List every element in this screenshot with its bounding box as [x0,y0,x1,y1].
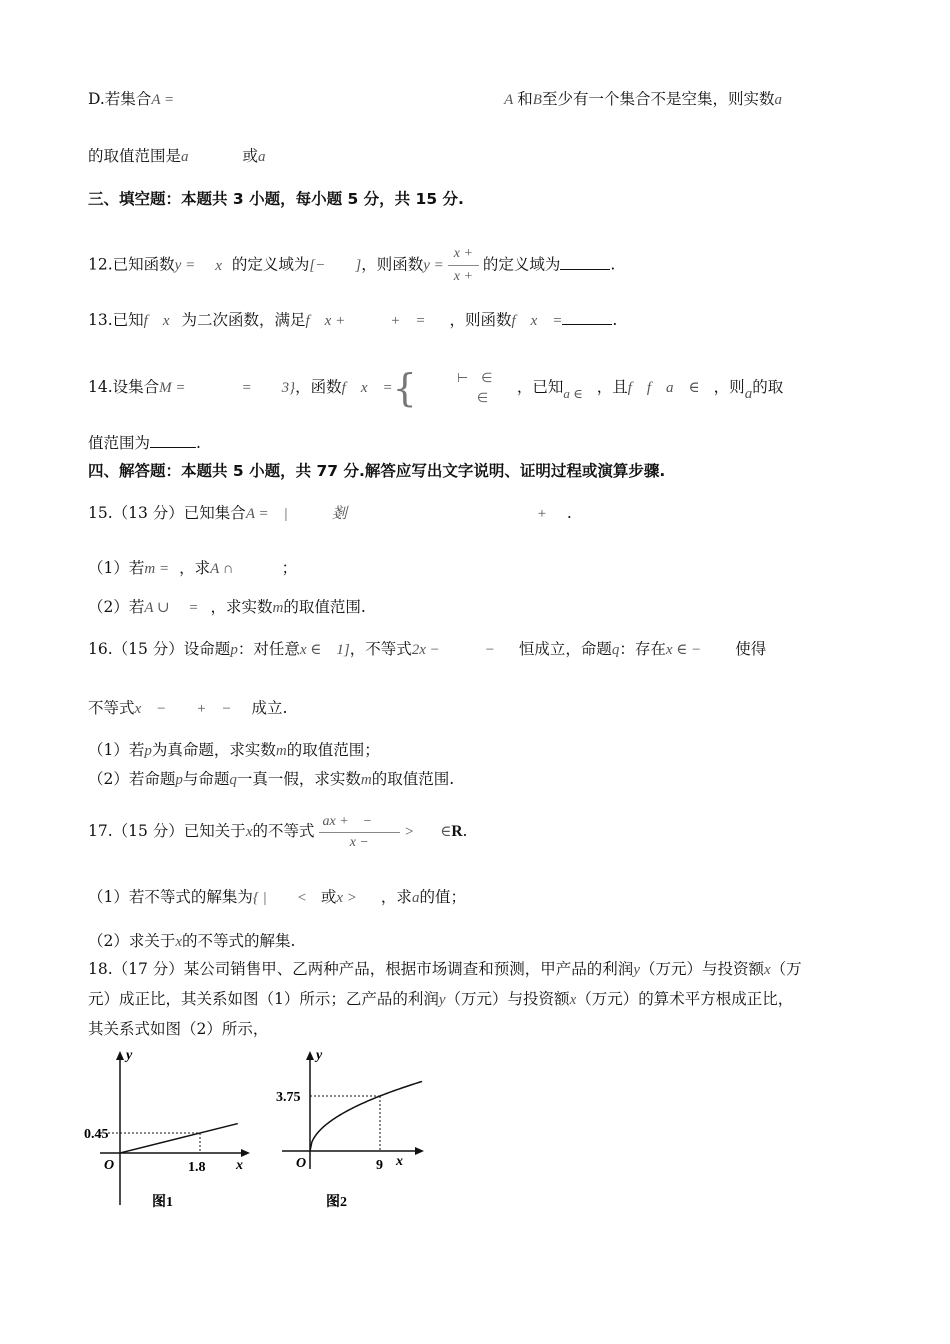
q14-case1: ⊢ ∈ [456,370,493,385]
set-b-symbol: B [532,92,542,108]
question-14-line2 [88,432,201,454]
q17-frac-num: ax + − [319,812,401,833]
q17-p1-set: { | < [252,890,307,906]
q12-label: 12.已知函数 [88,255,175,274]
q18-x: x [764,962,771,978]
q18-text1: 18.（17 分）某公司销售甲、乙两种产品，根据市场调查和预测，甲产品的利润 [88,960,634,978]
q17-gt: > [404,824,415,840]
question-16-line2 [88,697,287,720]
q16-text5: 使得 [735,640,767,658]
option-d-label: D.若集合 [88,90,152,108]
question-17 [88,808,467,855]
q13-text1: 为二次函数，满足 [181,311,306,329]
fig1-y-label: y [126,1048,133,1063]
q12-frac-num: x + [448,243,479,266]
q18-unit1: （万元）与投资额 [639,960,764,978]
q14-brace: { [392,366,417,410]
q14-cases [417,368,517,408]
q15-end: . [566,504,572,522]
question-13 [88,309,617,332]
range-prefix: 的取值范围是 [88,147,182,165]
q16-p2-label: （2）若命题 [88,770,176,788]
q17-text1: 的不等式 [252,822,315,840]
set-a-expr: A = [151,92,175,108]
fig2-origin: O [296,1156,307,1171]
q16-p1-m: m [275,743,287,759]
q12-func2: y = [423,257,444,274]
q17-fraction [319,812,401,853]
q16-text2: ，不等式 [349,640,412,658]
fig1-series-line [120,1124,238,1153]
question-16 [88,638,766,661]
q15-p2-m: m [272,600,284,616]
fig2-x-label: x [396,1154,403,1169]
q16-p2-text2: 一真一假，求实数 [236,770,361,788]
fig1-x-tick: 1.8 [188,1160,206,1175]
q17-in: ∈ [440,824,452,840]
q15-p2-label: （2）若 [88,598,145,616]
q18-unit2: （万 [770,960,802,978]
q16-p1-end: 的取值范围； [286,741,380,759]
q15-garbled: 剗 [331,506,347,522]
q15-p1-m: m = [144,561,170,577]
q15-p1-expr: A ∩ [210,561,234,577]
q18-y2: y [438,992,446,1008]
or-text: 或 [242,147,259,165]
q18-text2b: （万元）与投资额 [445,990,570,1008]
q15-p1-text: ，求 [179,559,211,577]
q14-a: a [744,386,753,402]
q15-set-a: A = | [245,506,288,522]
q16-p1-p: p [144,743,152,759]
question-15-part2 [88,596,366,619]
figure-1-chart [80,1045,260,1220]
q15-p2-end: 的取值范围. [283,598,366,616]
q14-text5: 的取 [752,378,784,396]
q16-p2-end: 的取值范围. [371,770,455,788]
variable-a: a [774,92,782,108]
fig1-x-arrow [241,1149,250,1157]
question-17-part2 [88,930,295,953]
fig1-origin: O [104,1158,115,1173]
q14-range-text: 值范围为 [88,434,151,452]
q18-text3: 其关系式如图（2）所示， [88,1020,269,1038]
fig1-y-tick: 0.45 [84,1127,109,1142]
q14-text4: ，则 [713,378,745,396]
q17-p1-x: x > [336,890,357,906]
q13-fx: f x [143,313,170,329]
fig2-y-arrow [306,1051,314,1060]
q16-ineq2: x − + − [134,701,232,717]
question-18-line3 [88,1018,268,1040]
q15-p2-text: ，求实数 [210,598,273,616]
fig2-series-curve [310,1081,422,1151]
fig2-y-tick: 3.75 [276,1090,301,1105]
q14-set-m: M = [159,380,186,396]
figure-2-chart [270,1045,435,1220]
q16-ineq: 2x − − [411,642,495,658]
q16-p2-q: q [229,772,237,788]
fig2-caption: 图2 [326,1195,347,1210]
q14-a-in: a ∈ [563,386,583,401]
q17-label: 17.（15 分）已知关于 [88,822,246,840]
q16-p1-text: 为真命题，求实数 [151,741,276,759]
q15-plus: + [536,506,547,522]
q14-text2: ，已知 [516,378,564,396]
q18-text2c: （万元）的算术平方根成正比， [576,990,794,1008]
q16-p2-m: m [360,772,372,788]
q14-set-tail: = 3} [241,380,296,396]
q18-text2a: 元）成正比，其关系如图（1）所示；乙产品的利润 [88,990,439,1008]
option-d-condition: 至少有一个集合不是空集，则实数 [541,90,775,108]
q14-text1: ，函数 [295,378,342,396]
fig1-caption: 图1 [152,1195,173,1210]
q14-answer-blank [150,433,196,448]
and-text: 和 [517,90,533,108]
q15-p1-end: ； [281,559,298,577]
q14-text3: ，且 [596,378,628,396]
section-4-title: 四、解答题：本题共 5 小题，共 77 分.解答应写出文字说明、证明过程或演算步骤. [88,462,666,480]
q16-text4: ：存在 [619,640,666,658]
q16-q: q [611,642,620,658]
q12-tail: 的定义域为 [482,255,561,274]
question-12: 12.已知函数y = x 的定义域为[− ]，则函数y = $\frac{x +}{x +}$ 的定义域为 . [88,243,615,288]
q12-func1: y = [174,257,196,274]
q17-frac-den: x − [349,834,369,850]
q12-domain-text: 的定义域为 [231,255,310,274]
q16-line2-prefix: 不等式 [88,699,135,717]
fig1-x-label: x [236,1158,243,1173]
q12-frac-den: x + [453,269,473,284]
q17-end: . [462,822,468,840]
question-18-line2 [88,988,793,1011]
q14-end: . [196,434,201,452]
q16-p: p [230,642,238,658]
q13-answer-blank [562,310,612,325]
q13-text2: ，则函数 [449,311,512,329]
q12-end: . [610,255,616,274]
q18-x2: x [569,992,577,1008]
q17-x: x [245,824,253,840]
q16-line2-end: 成立. [251,699,288,717]
q17-p2-end: 的不等式的解集. [182,932,296,950]
q16-label: 16.（15 分）设命题 [88,640,231,658]
question-16-part2 [88,768,454,791]
q16-p2-text1: 与命题 [182,770,230,788]
q17-real-set: R [451,823,463,840]
q17-p1-text: ，求 [380,888,412,906]
q12-interval: [− ] [309,257,362,274]
q17-p1-label: （1）若不等式的解集为 [88,888,253,906]
q13-end: . [612,311,618,329]
q12-fraction [448,243,479,288]
question-16-part1 [88,739,380,762]
q16-text3: 恒成立，命题 [518,640,612,658]
q16-p1-label: （1）若 [88,741,145,759]
section-3-title: 三、填空题：本题共 3 小题，每小题 5 分，共 15 分. [88,190,464,208]
q13-fx2: f x = [511,313,563,329]
q16-x-in2: x ∈ − [665,642,702,658]
question-15-part1 [88,557,297,580]
q16-p2-p: p [175,772,183,788]
q17-p1-end: 的值； [419,888,466,906]
question-17-part1 [88,886,466,909]
q15-p1-label: （1）若 [88,559,145,577]
option-d-line1: D.若集合A = A 和B至少有一个集合不是空集，则实数a [88,90,782,108]
q14-case2: ∈ [476,390,489,405]
q15-label: 15.（13 分）已知集合 [88,504,246,522]
q17-p2-x: x [175,934,183,950]
q14-label: 14.设集合 [88,378,160,396]
q16-x-in: x ∈ 1] [299,642,350,658]
q14-ffa: f f a ∈ [627,380,700,396]
q13-label: 13.已知 [88,311,144,329]
fig2-x-arrow [415,1147,424,1155]
q17-p1-or: 或 [320,888,337,906]
q12-then: ，则函数 [361,255,424,274]
fig2-x-tick: 9 [376,1158,383,1173]
q18-y: y [633,962,640,978]
question-15 [88,502,572,525]
fig2-y-label: y [316,1048,323,1063]
question-18-line1 [88,958,802,981]
q16-text1: ：对任意 [237,640,300,658]
q13-condition: f x + + = [305,313,426,329]
q14-fx: f x = [341,380,393,396]
q12-answer-blank [560,255,610,270]
q17-p1-a: a [411,890,420,906]
option-d-line2: 的取值范围是a 或a [88,147,266,165]
q15-p2-expr: A ∪ = [144,600,199,616]
fig1-y-arrow [116,1051,124,1060]
question-14 [88,366,783,415]
q17-p2-label: （2）求关于 [88,932,176,950]
